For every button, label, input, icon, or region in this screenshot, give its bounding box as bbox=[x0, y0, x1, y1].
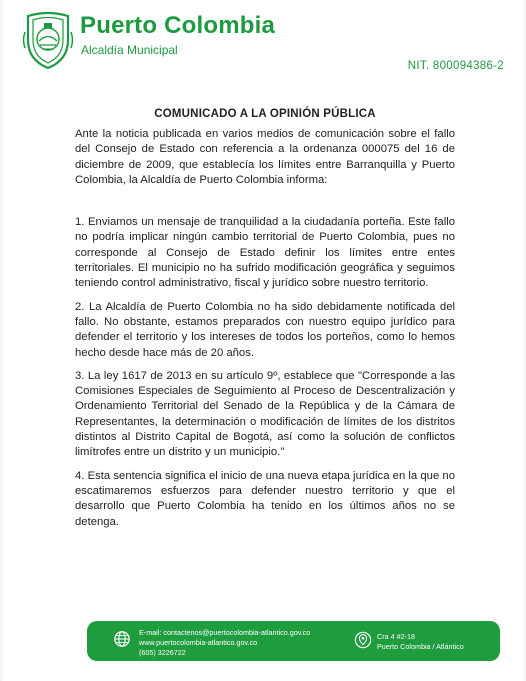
globe-icon bbox=[113, 630, 131, 648]
numbered-paragraph-2: 2. La Alcaldía de Puerto Colombia no ha sido debidamente notificada del fallo. No obstante, estamos preparados con nuestro equipo jurídico para defender el territorio y los intereses de todos los porteños, como lo hemos hecho desde hace más de 20 años. bbox=[75, 300, 455, 359]
footer-phone: (605) 3226722 bbox=[139, 648, 186, 657]
numbered-paragraph-3: 3. La ley 1617 de 2013 en su artículo 9º, establece que "Corresponde a las Comisiones Especiales de Seguimiento al Proceso de Descentralización y Ordenamiento Territorial del Senado de la República y de la Cámara de Representantes, la determinación o modificación de límites de los distritos distintos al Distrito Capital de Bogotá, así como la solución de conflictos limítrofes entre un distrito y un municipio." bbox=[75, 369, 455, 459]
footer-city: Puerto Colombia / Atlántico bbox=[377, 642, 464, 651]
nit-number: NIT. 800094386-2 bbox=[407, 60, 504, 72]
page-edge-right bbox=[522, 0, 526, 681]
footer-address: Cra 4 #2-18 bbox=[377, 632, 415, 641]
footer-website[interactable]: www.puertocolombia-atlantico.gov.co bbox=[139, 638, 258, 647]
communique-body bbox=[75, 108, 455, 538]
municipal-seal-icon bbox=[22, 10, 74, 70]
numbered-paragraph-1: 1. Enviamos un mensaje de tranquilidad a la ciudadanía porteña. Este fallo no podría implicar ningún cambio territorial de Puerto Colombia, pues no corresponde al Consejo de Estado definir los límites entre entes territoriales. El municipio no ha sufrido modificación geográfica y seguimos teniendo control administrativo, fiscal y jurídico sobre nuestro territorio. bbox=[75, 216, 455, 290]
intro-paragraph: Ante la noticia publicada en varios medios de comunicación sobre el fallo del Consejo de Estado con referencia a la ordenanza 000075 del 16 de diciembre de 2009, que establecía los límites entre Barranquilla y Puerto Colombia, la Alcaldía de Puerto Colombia informa: bbox=[75, 128, 455, 186]
numbered-paragraph-4: 4. Esta sentencia significa el inicio de una nueva etapa jurídica en la que no escatimaremos esfuerzos para defender nuestro territorio y que el desarrollo que Puerto Colombia ha tenido en los últimos años no se detenga. bbox=[75, 469, 455, 528]
brand-subtitle: Alcaldía Municipal bbox=[81, 43, 178, 57]
footer-email[interactable]: E-mail: contactenos@puertocolombia-atlantico.gov.co bbox=[139, 628, 311, 637]
location-pin-icon bbox=[354, 631, 372, 649]
page-edge-left bbox=[0, 0, 4, 681]
brand-name: Puerto Colombia bbox=[80, 12, 276, 39]
contact-footer bbox=[87, 621, 500, 661]
communique-title: COMUNICADO A LA OPINIÓN PÚBLICA bbox=[154, 108, 376, 120]
letterhead bbox=[20, 10, 510, 72]
